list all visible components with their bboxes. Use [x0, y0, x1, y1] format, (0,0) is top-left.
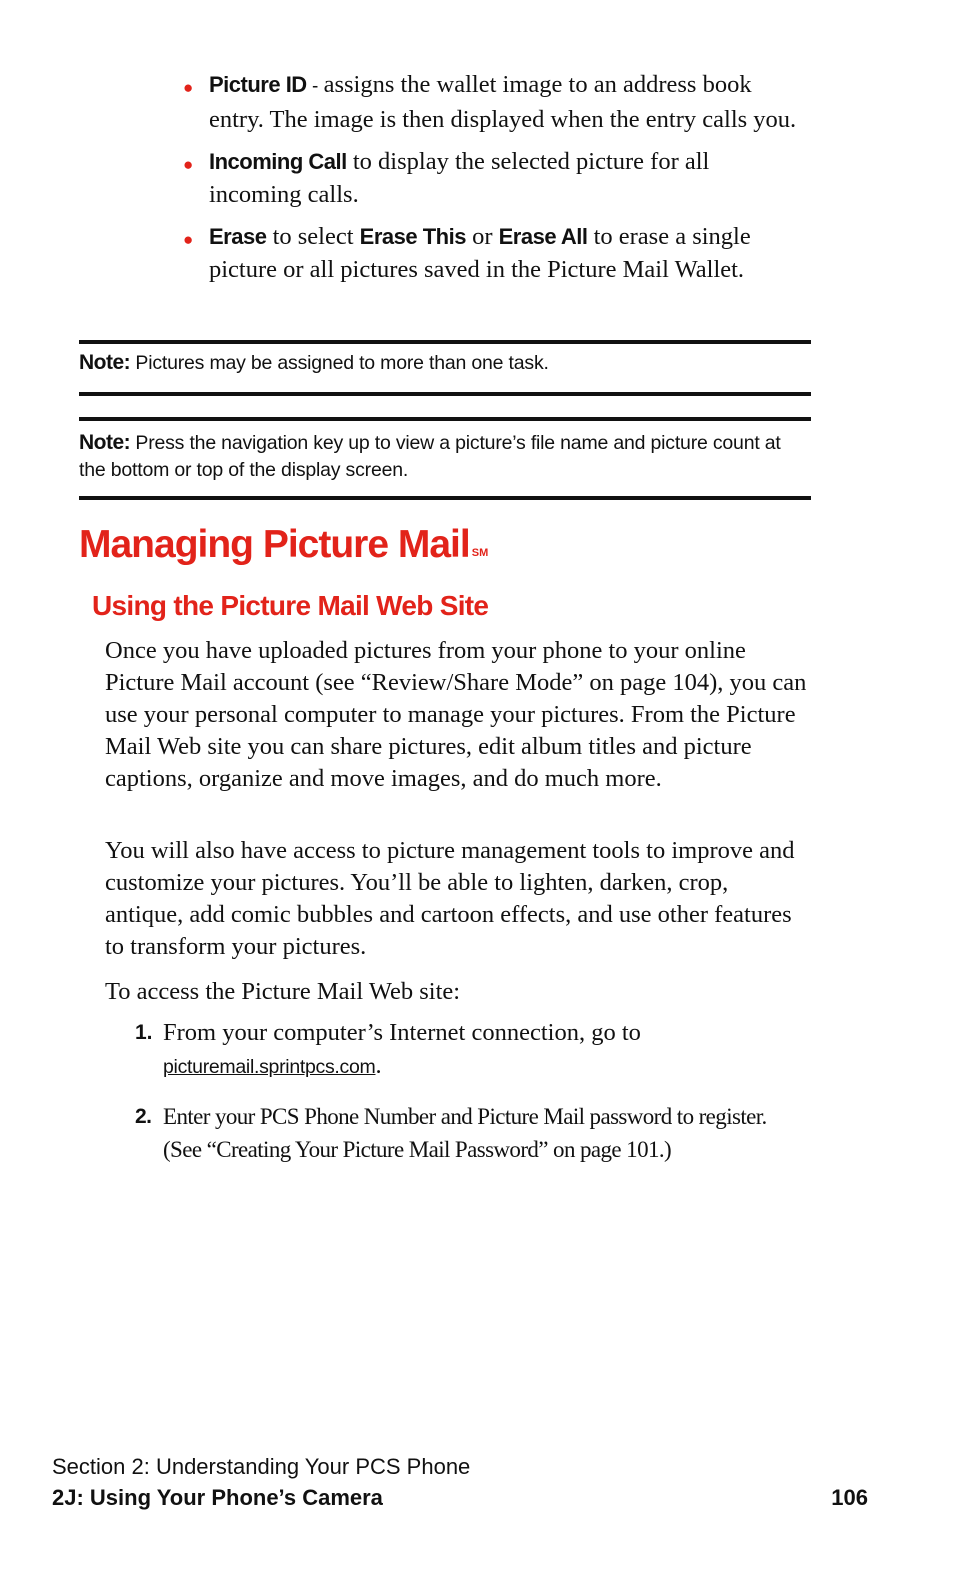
step-item-2	[135, 1100, 795, 1166]
note-text: Pictures may be assigned to more than one task.	[130, 352, 549, 374]
bullet-text: to select	[266, 223, 360, 250]
step-number: 2.	[135, 1105, 152, 1128]
section-heading-title: Managing Picture Mail	[79, 523, 470, 566]
bullet-text: to display the selected picture for all incoming calls.	[209, 148, 710, 208]
step-text: Enter your PCS Phone Number and Picture Mail password to register. (See “Creating Your Picture Mail Password” on page 101.)	[163, 1104, 767, 1162]
footer-section-title: Section 2: Understanding Your PCS Phone	[52, 1454, 471, 1479]
note-label: Note:	[79, 351, 131, 374]
step-end: .	[375, 1052, 382, 1079]
note-box-navigation	[79, 417, 811, 500]
bullet-text: assigns the wallet image to an address book entry. The image is then displayed when the entry calls you.	[209, 71, 797, 133]
step-number: 1.	[135, 1021, 153, 1044]
steps-list	[135, 1016, 795, 1166]
bullet-erase	[183, 220, 803, 286]
bullet-term: Erase	[209, 224, 267, 249]
step-text: From your computer’s Internet connection, go to	[163, 1019, 641, 1046]
feature-bullet-list	[183, 68, 803, 295]
body-paragraph-tools: You will also have access to picture management tools to improve and customize your pictures. You’ll be able to lighten, darken, crop, antique, add comic bubbles and cartoon effects, and use other features to transform your pictures.	[105, 837, 795, 960]
bullet-text: to erase a single picture or all pictures saved in the Picture Mail Wallet.	[209, 223, 751, 283]
bullet-dot-icon: ●	[183, 230, 194, 249]
bullet-term-erase-this: Erase This	[359, 224, 466, 249]
bullet-term: Picture ID	[209, 72, 307, 97]
bullet-dash: -	[306, 76, 324, 97]
note-text: Press the navigation key up to view a picture’s file name and picture count at the bottom or top of the display screen.	[79, 432, 781, 481]
bullet-dot-icon: ●	[183, 155, 194, 174]
footer-chapter-title: 2J: Using Your Phone’s Camera	[52, 1485, 383, 1510]
note-box-assign	[79, 340, 811, 396]
section-heading	[79, 518, 488, 572]
body-paragraph-access: To access the Picture Mail Web site:	[105, 978, 461, 1005]
bullet-picture-id	[183, 68, 803, 136]
picture-mail-url-link[interactable]: picturemail.sprintpcs.com	[163, 1056, 376, 1078]
step-item-1	[135, 1016, 795, 1084]
service-mark: SM	[471, 547, 489, 559]
bullet-dot-icon: ●	[183, 78, 194, 97]
page-number: 106	[831, 1485, 868, 1510]
bullet-term: Incoming Call	[209, 149, 347, 174]
bullet-text: or	[465, 223, 499, 250]
bullet-term-erase-all: Erase All	[498, 224, 588, 249]
body-paragraph-upload: Once you have uploaded pictures from your phone to your online Picture Mail account (see “Review/Share Mode” on page 104), you can use your personal computer to manage your pictures. From the Picture Mail Web site you can share pictures, edit album titles and picture captions, organize and move images, and do much more.	[105, 637, 807, 792]
bullet-incoming-call	[183, 145, 803, 211]
note-label: Note:	[79, 431, 131, 454]
subsection-heading: Using the Picture Mail Web Site	[92, 590, 489, 621]
